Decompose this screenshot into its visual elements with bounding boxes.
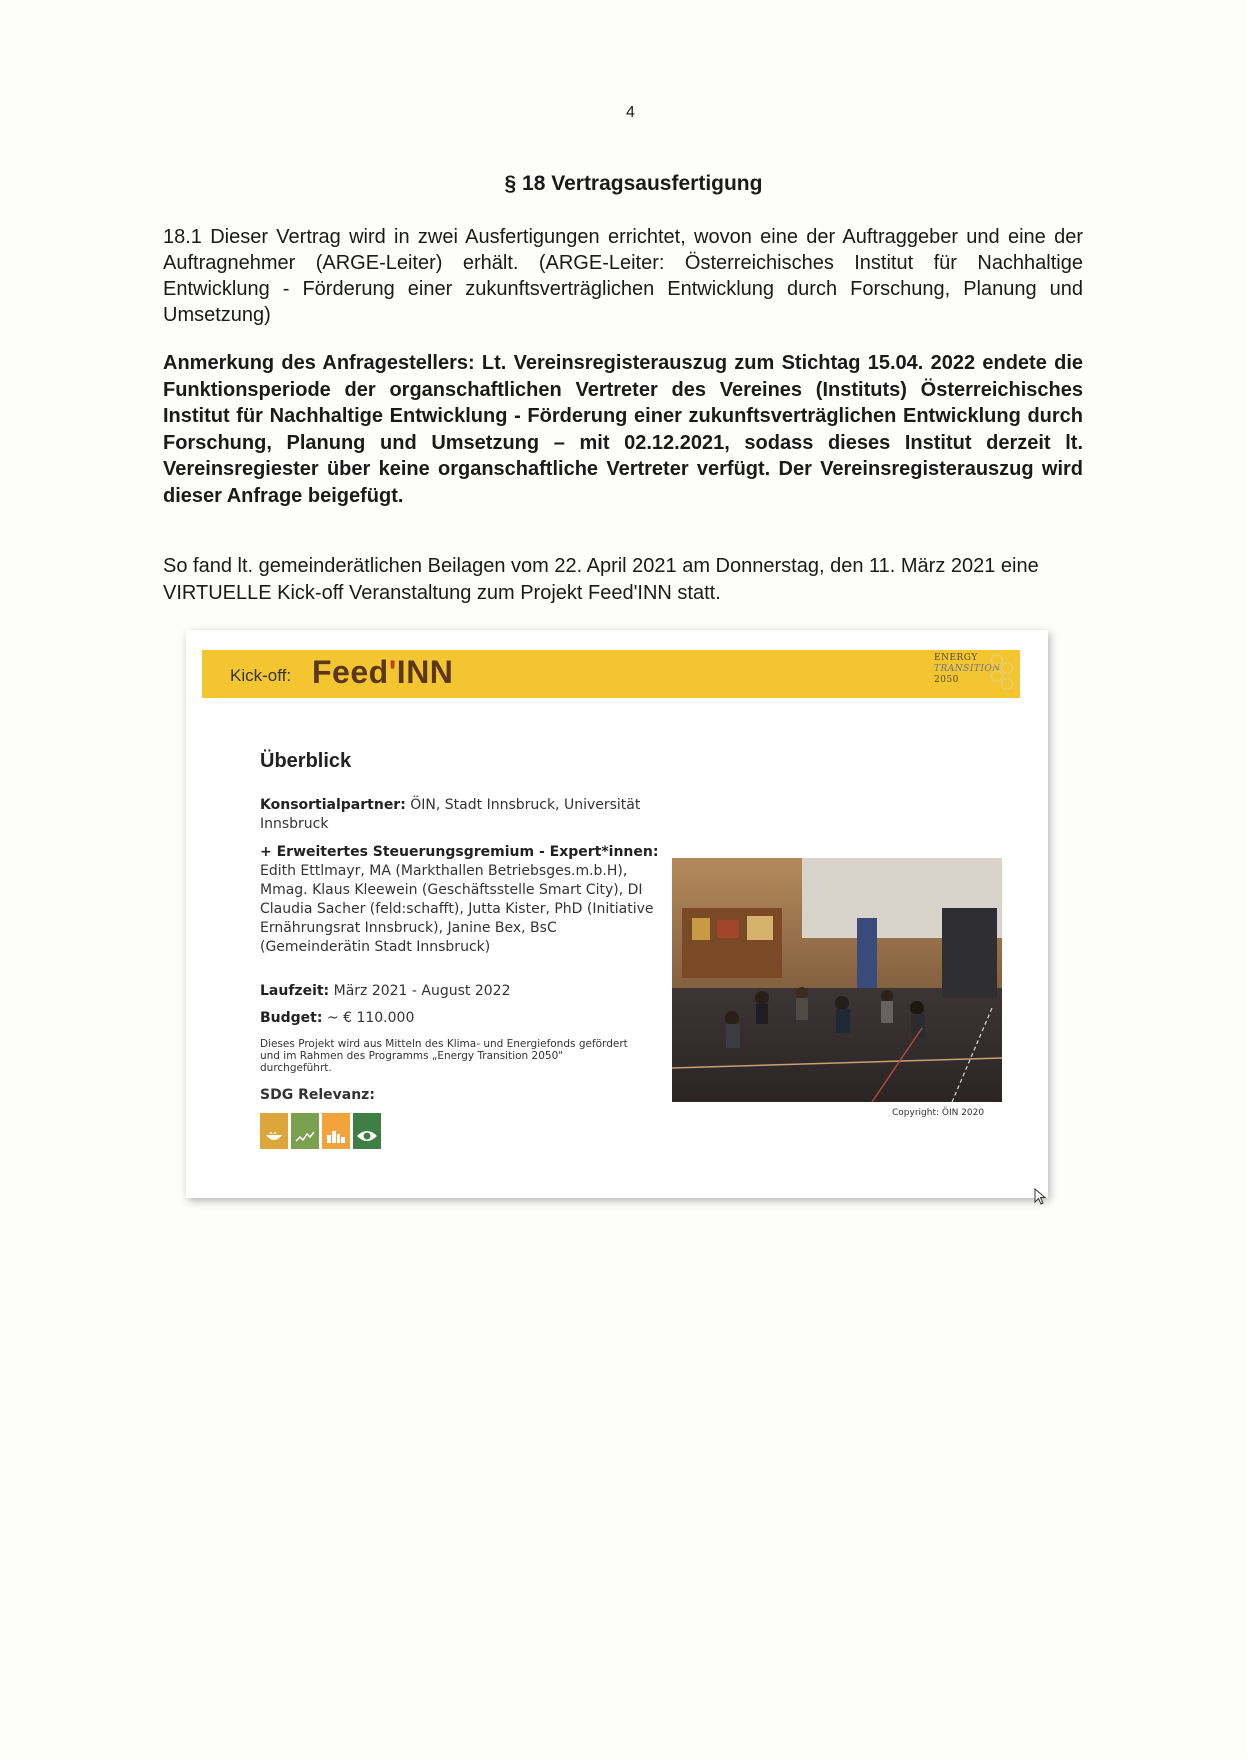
runtime <box>260 982 660 1001</box>
sdg-tile-2 <box>260 1113 288 1149</box>
budget <box>260 1009 660 1028</box>
climate-eye-icon <box>356 1129 378 1143</box>
kickoff-slide <box>186 630 1048 1198</box>
board-label: + Erweitertes Steuerungsgremium - Expert*innen: <box>260 844 659 860</box>
section-heading: § 18 Vertragsausfertigung <box>504 172 763 195</box>
kickoff-label: Kick-off: <box>230 666 292 685</box>
growth-chart-icon <box>295 1131 315 1143</box>
sdg-tile-8 <box>291 1113 319 1149</box>
logo-line2: TRANSITION <box>934 664 1001 674</box>
brand-prime: ' <box>388 654 397 690</box>
brand-end: INN <box>396 654 454 690</box>
logo-line1: ENERGY <box>934 653 978 663</box>
partners-text: ÖIN, Stadt Innsbruck, Universität Innsbruck <box>260 797 641 832</box>
runtime-text: März 2021 - August 2022 <box>333 983 511 999</box>
paragraph-kickoff-event: So fand lt. gemeinderätlichen Beilagen vom 22. April 2021 am Donnerstag, den 11. März 2021 eine VIRTUELLE Kick-off Veranstaltung zum Projekt Feed'INN statt. <box>163 555 1039 604</box>
paragraph-requester-note: Anmerkung des Anfragestellers: Lt. Vereinsregisterauszug zum Stichtag 15.04. 2022 endete die Funktionsperiode der organschaftlichen Vertreter des Vereines (Instituts) Österreichisches Institut für Nachhaltige Entwicklung - Förderung einer zukunftsverträglichen Entwicklung durch Forschung, Planung und Umsetzung – mit 02.12.2021, sodass dieses Institut derzeit lt. Vereinsregiester über keine organschaftliche Vertreter verfügt. Der Vereinsregisterauszug wird dieser Anfrage beigefügt. <box>163 352 1083 507</box>
consortium-partners <box>260 796 660 834</box>
logo-line3: 2050 <box>934 675 959 685</box>
city-icon <box>326 1129 346 1143</box>
overview-title: Überblick <box>260 750 352 772</box>
energy-transition-logo <box>934 653 1010 693</box>
bowl-icon <box>265 1131 283 1143</box>
brand-main: Feed <box>312 654 389 690</box>
sdg-tile-11 <box>322 1113 350 1149</box>
mouse-pointer-icon <box>1034 1188 1048 1206</box>
budget-label: Budget: <box>260 1010 323 1026</box>
photo-copyright: Copyright: ÖIN 2020 <box>892 1108 985 1118</box>
kickoff-event-photo <box>672 858 1002 1102</box>
budget-text: ~ € 110.000 <box>326 1010 415 1026</box>
paragraph-contract-copies: 18.1 Dieser Vertrag wird in zwei Ausfertigungen errichtet, wovon eine der Auftraggeber und eine der Auftragnehmer (ARGE-Leiter) erhält. (ARGE-Leiter: Österreichisches Institut für Nachhaltige Entwicklung - Förderung einer zukunftsverträglichen Entwicklung durch Forschung, Planung und Umsetzung) <box>163 226 1083 326</box>
sdg-tile-13 <box>353 1113 381 1149</box>
event-photo-image <box>672 858 1002 1102</box>
sdg-icons <box>260 1113 381 1149</box>
runtime-label: Laufzeit: <box>260 983 330 999</box>
page-number: 4 <box>626 104 635 121</box>
partners-label: Konsortialpartner: <box>260 797 406 813</box>
hexagon-pattern-icon <box>986 653 1016 693</box>
steering-board <box>260 843 660 957</box>
funding-note: Dieses Projekt wird aus Mitteln des Klima- und Energiefonds gefördert und im Rahmen des Programms „Energy Transition 2050" durchgeführt. <box>260 1038 628 1074</box>
board-text: Edith Ettlmayr, MA (Markthallen Betriebsges.m.b.H), Mmag. Klaus Kleewein (Geschäftsstelle Smart City), DI Claudia Sacher (feld:schafft), Jutta Kister, PhD (Initiative Ernährungsrat Innsbruck), Janine Bex, BsC (Gemeinderätin Stadt Innsbruck) <box>260 863 654 955</box>
sdg-label: SDG Relevanz: <box>260 1087 375 1103</box>
feedinn-logo <box>312 654 453 691</box>
